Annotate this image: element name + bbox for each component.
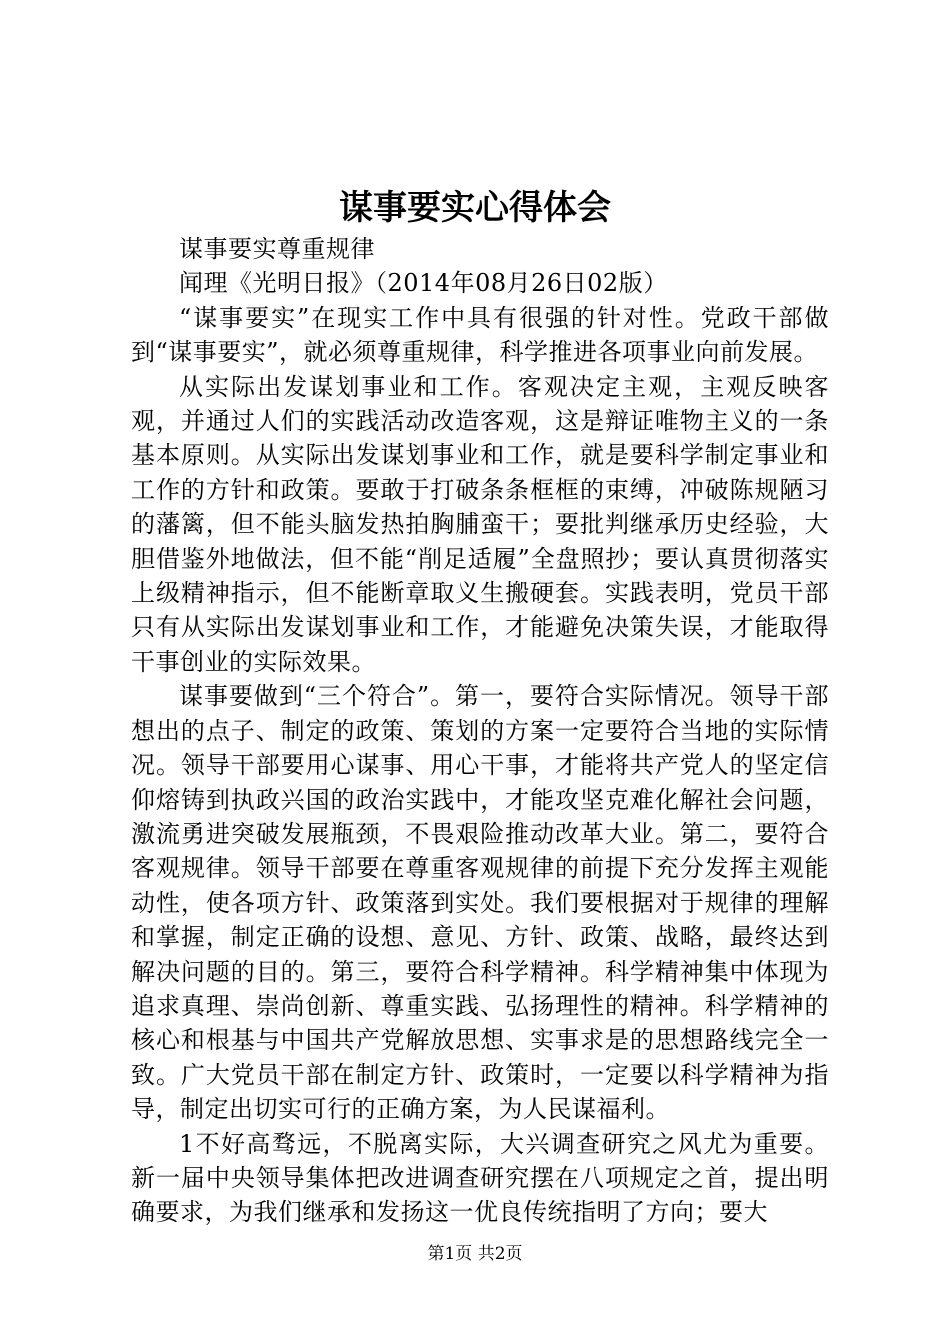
body-paragraph: 1不好高骛远，不脱离实际，大兴调查研究之风尤为重要。新一届中央领导集体把改进调查研究摆在八项规定之首，提出明确要求，为我们继承和发扬这一优良传统指明了方向；要大 [131, 1129, 829, 1227]
document-body [131, 232, 829, 1230]
body-paragraph: 谋事要做到“三个符合”。第一，要符合实际情况。领导干部想出的点子、制定的政策、策划的方案一定要符合当地的实际情况。领导干部要用心谋事、用心干事，才能将共产党人的坚定信仰熔铸到执政兴国的政治实践中，才能攻坚克难化解社会问题，激流勇进突破发展瓶颈，不畏艰险推动改革大业。第二，要符合客观规律。领导干部要在尊重客观规律的前提下充分发挥主观能动性，使各项方针、政策落到实处。我们要根据对于规律的理解和掌握，制定正确的设想、意见、方针、政策、战略，最终达到解决问题的目的。第三，要符合科学精神。科学精神集中体现为追求真理、崇尚创新、尊重实践、弘扬理性的精神。科学精神的核心和根基与中国共产党解放思想、实事求是的思想路线完全一致。广大党员干部在制定方针、政策时，一定要以科学精神为指导，制定出切实可行的正确方案，为人民谋福利。 [131, 682, 829, 1124]
body-paragraph: 从实际出发谋划事业和工作。客观决定主观，主观反映客观，并通过人们的实践活动改造客观，这是辩证唯物主义的一条基本原则。从实际出发谋划事业和工作，就是要科学制定事业和工作的方针和政策。要敢于打破条条框框的束缚，冲破陈规陋习的藩篱，但不能头脑发热拍胸脯蛮干；要批判继承历史经验，大胆借鉴外地做法，但不能“削足适履”全盘照抄；要认真贯彻落实上级精神指示，但不能断章取义生搬硬套。实践表明，党员干部只有从实际出发谋划事业和工作，才能避免决策失误，才能取得干事创业的实际效果。 [131, 372, 829, 676]
page-footer: 第1页 共2页 [427, 1244, 523, 1264]
byline-paragraph: 闻理《光明日报》（2014年08月26日02版） [179, 269, 668, 298]
subtitle-paragraph: 谋事要实尊重规律 [179, 235, 375, 263]
document-title: 谋事要实心得体会 [339, 188, 611, 228]
body-paragraph: “谋事要实”在现实工作中具有很强的针对性。党政干部做到“谋事要实”，就必须尊重规律，科学推进各项事业向前发展。 [131, 303, 829, 367]
